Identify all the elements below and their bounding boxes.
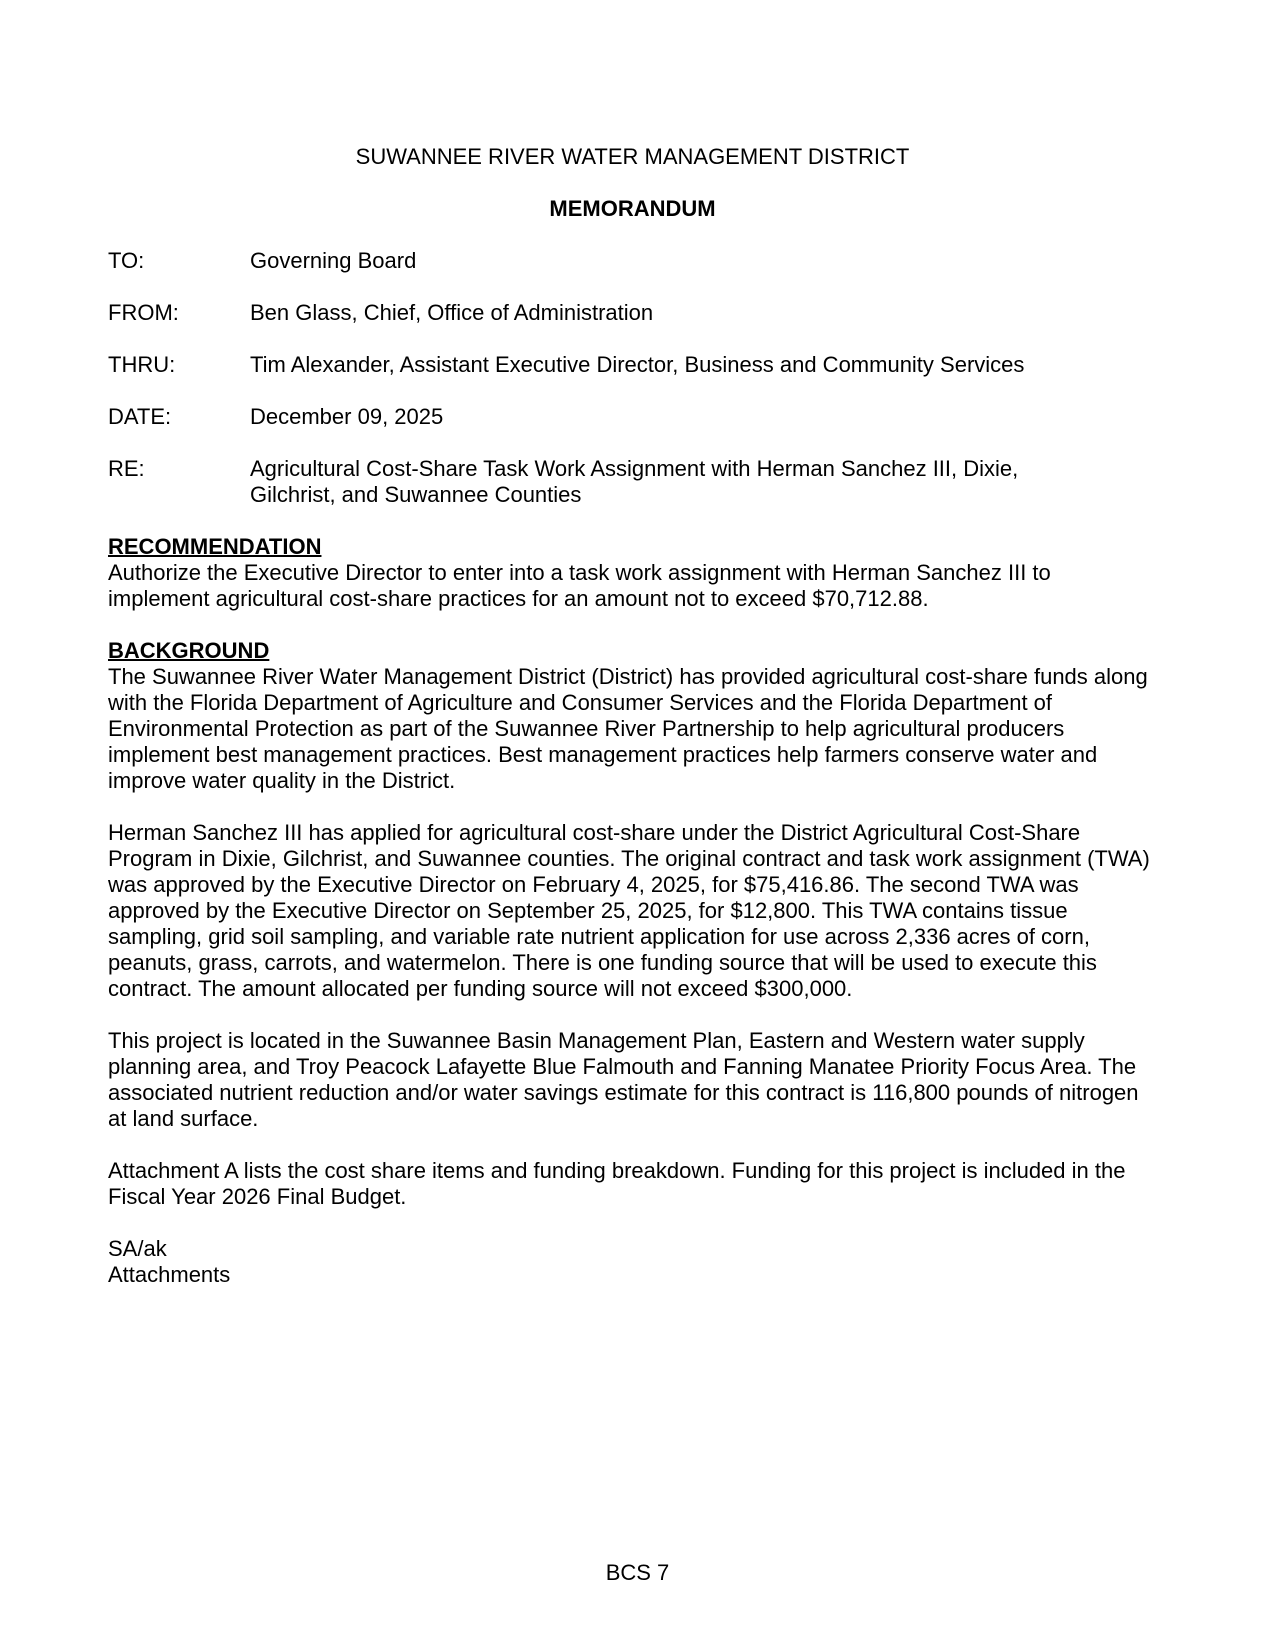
memo-field-label: THRU: bbox=[108, 352, 176, 377]
memo-field-value: December 09, 2025 bbox=[250, 404, 444, 429]
paragraph: The Suwannee River Water Management District (District) has provided agricultural cost-share funds along with the Florida Department of Agriculture and Consumer Services and the Florida Department of Environmental Protection as part of the Suwannee River Partnership to help agricultural producers implement best management practices. Best management practices help farmers conserve water and improve water quality in the District. bbox=[108, 664, 1148, 793]
signoff-initials: SA/ak bbox=[108, 1236, 167, 1261]
doc-type-title: MEMORANDUM bbox=[549, 196, 716, 221]
memo-field-label: DATE: bbox=[108, 404, 172, 429]
paragraph: This project is located in the Suwannee Basin Management Plan, Eastern and Western water supply planning area, and Troy Peacock Lafayette Blue Falmouth and Fanning Manatee Priority Focus Area. The associated nutrient reduction and/or water savings estimate for this contract is 116,800 pounds of nitrogen at land surface. bbox=[108, 1028, 1139, 1131]
memo-field-value: Governing Board bbox=[250, 248, 417, 273]
signoff-attachments: Attachments bbox=[108, 1262, 231, 1287]
memo-field-date bbox=[108, 404, 1157, 430]
paragraph: Authorize the Executive Director to enter into a task work assignment with Herman Sanchez III to implement agricultural cost-share practices for an amount not to exceed $70,712.88. bbox=[108, 560, 1051, 611]
paragraph: Attachment A lists the cost share items and funding breakdown. Funding for this project is included in the Fiscal Year 2026 Final Budget. bbox=[108, 1158, 1126, 1209]
memo-field-re bbox=[108, 456, 1157, 508]
page-footer: BCS 7 bbox=[605, 1560, 670, 1585]
signoff-block bbox=[108, 1236, 1157, 1288]
section-background bbox=[108, 638, 1157, 1210]
memo-field-value: Agricultural Cost-Share Task Work Assignment with Herman Sanchez III, Dixie, Gilchrist, and Suwannee Counties bbox=[250, 456, 1019, 507]
section-heading-recommendation: RECOMMENDATION bbox=[108, 534, 322, 559]
memo-field-to bbox=[108, 248, 1157, 274]
memo-field-label: FROM: bbox=[108, 300, 179, 325]
memo-field-from bbox=[108, 300, 1157, 326]
org-title: SUWANNEE RIVER WATER MANAGEMENT DISTRICT bbox=[355, 144, 910, 169]
paragraph: Herman Sanchez III has applied for agricultural cost-share under the District Agricultural Cost-Share Program in Dixie, Gilchrist, and Suwannee counties. The original contract and task work assignment (TWA) was approved by the Executive Director on February 4, 2025, for $75,416.86. The second TWA was approved by the Executive Director on September 25, 2025, for $12,800. This TWA contains tissue sampling, grid soil sampling, and variable rate nutrient application for use across 2,336 acres of corn, peanuts, grass, carrots, and watermelon. There is one funding source that will be used to execute this contract. The amount allocated per funding source will not exceed $300,000. bbox=[108, 820, 1150, 1001]
memo-field-label: RE: bbox=[108, 456, 145, 481]
memo-content bbox=[108, 144, 1157, 1288]
section-heading-background: BACKGROUND bbox=[108, 638, 270, 663]
memo-field-thru bbox=[108, 352, 1157, 378]
memo-field-value: Tim Alexander, Assistant Executive Director, Business and Community Services bbox=[250, 352, 1025, 377]
memo-field-label: TO: bbox=[108, 248, 145, 273]
section-recommendation bbox=[108, 534, 1157, 612]
memo-field-value: Ben Glass, Chief, Office of Administration bbox=[250, 300, 654, 325]
